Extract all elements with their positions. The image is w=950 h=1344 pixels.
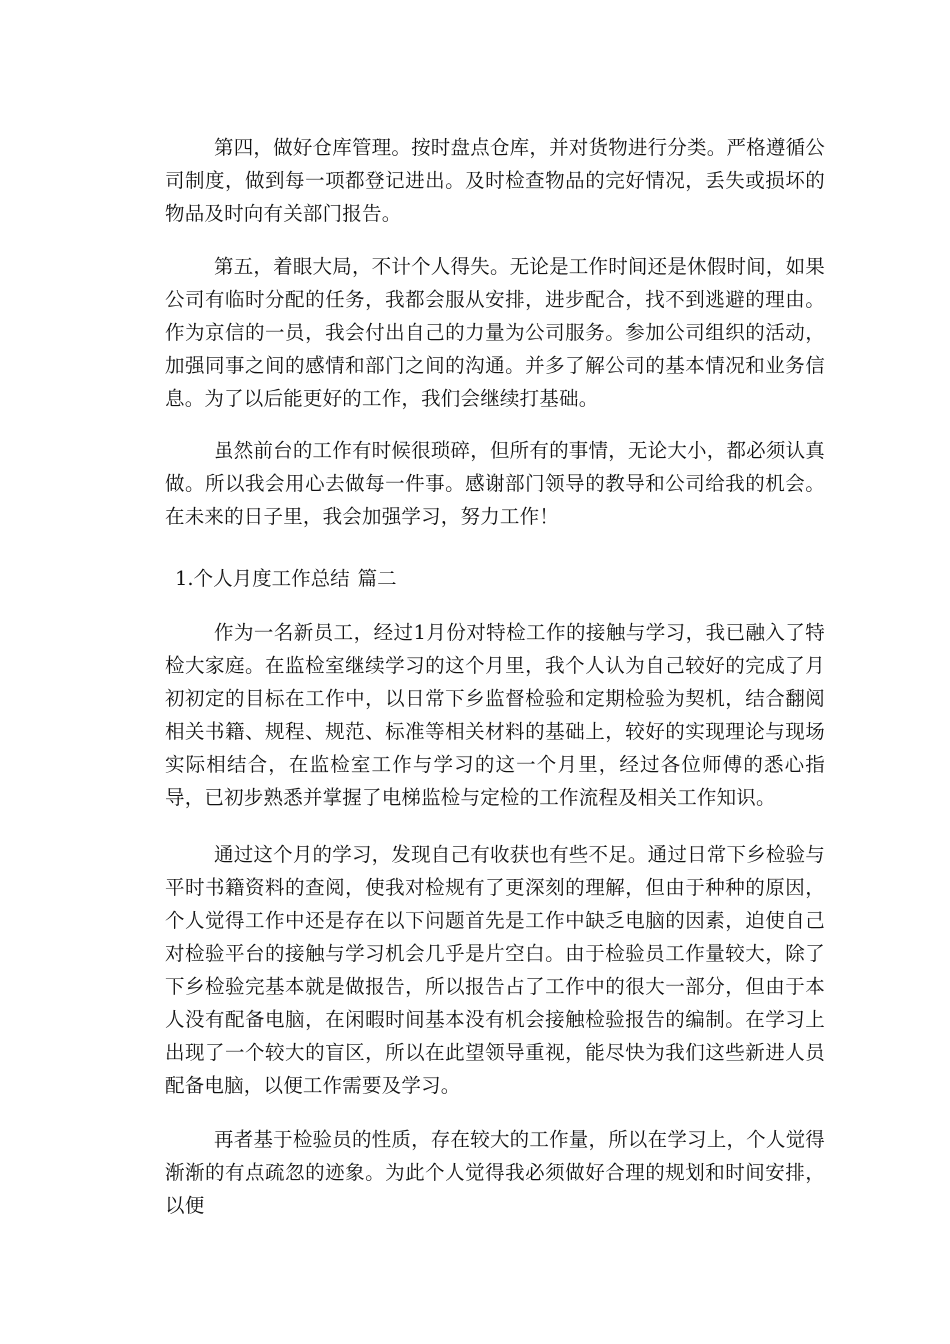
paragraph-workload: 再者基于检验员的性质，存在较大的工作量，所以在学习上，个人觉得渐渐的有点疏忽的迹象。为此个人觉得我必须做好合理的规划和时间安排，以便 [165, 1128, 825, 1217]
heading-number: 1. [175, 567, 194, 590]
heading-title: 个人月度工作总结 [193, 567, 350, 590]
paragraph-big-picture: 第五，着眼大局，不计个人得失。无论是工作时间还是休假时间，如果公司有临时分配的任务，我都会服从安排，进步配合，找不到逃避的理由。作为京信的一员，我会付出自己的力量为公司服务。参加公司组织的活动，加强同事之间的感情和部门之间的沟通。并多了解公司的基本情况和业务信息。为了以后能更好的工作，我们会继续打基础。 [165, 255, 825, 410]
section-heading [175, 562, 397, 595]
paragraph-front-desk: 虽然前台的工作有时候很琐碎，但所有的事情，无论大小，都必须认真做。所以我会用心去做每一件事。感谢部门领导的教导和公司给我的机会。在未来的日子里，我会加强学习，努力工作！ [165, 439, 825, 528]
paragraph-warehouse-management: 第四，做好仓库管理。按时盘点仓库，并对货物进行分类。严格遵循公司制度，做到每一项都登记进出。及时检查物品的完好情况，丢失或损坏的物品及时向有关部门报告。 [165, 136, 825, 225]
paragraph-new-employee: 作为一名新员工，经过1月份对特检工作的接触与学习，我已融入了特检大家庭。在监检室继续学习的这个月里，我个人认为自己较好的完成了月初初定的目标在工作中，以日常下乡监督检验和定期检验为契机，结合翻阅相关书籍、规程、规范、标准等相关材料的基础上，较好的实现理论与现场实际相结合，在监检室工作与学习的这一个月里，经过各位师傅的悉心指导，已初步熟悉并掌握了电梯监检与定检的工作流程及相关工作知识。 [165, 621, 825, 809]
heading-suffix: 篇二 [357, 567, 397, 590]
paragraph-shortcomings: 通过这个月的学习，发现自己有收获也有些不足。通过日常下乡检验与平时书籍资料的查阅，使我对检规有了更深刻的理解，但由于种种的原因，个人觉得工作中还是存在以下问题首先是工作中缺乏电脑的因素，迫使自己对检验平台的接触与学习机会几乎是片空白。由于检验员工作量较大，除了下乡检验完基本就是做报告，所以报告占了工作中的很大一部分，但由于本人没有配备电脑，在闲暇时间基本没有机会接触检验报告的编制。在学习上出现了一个较大的盲区，所以在此望领导重视，能尽快为我们这些新进人员配备电脑，以便工作需要及学习。 [165, 843, 825, 1097]
